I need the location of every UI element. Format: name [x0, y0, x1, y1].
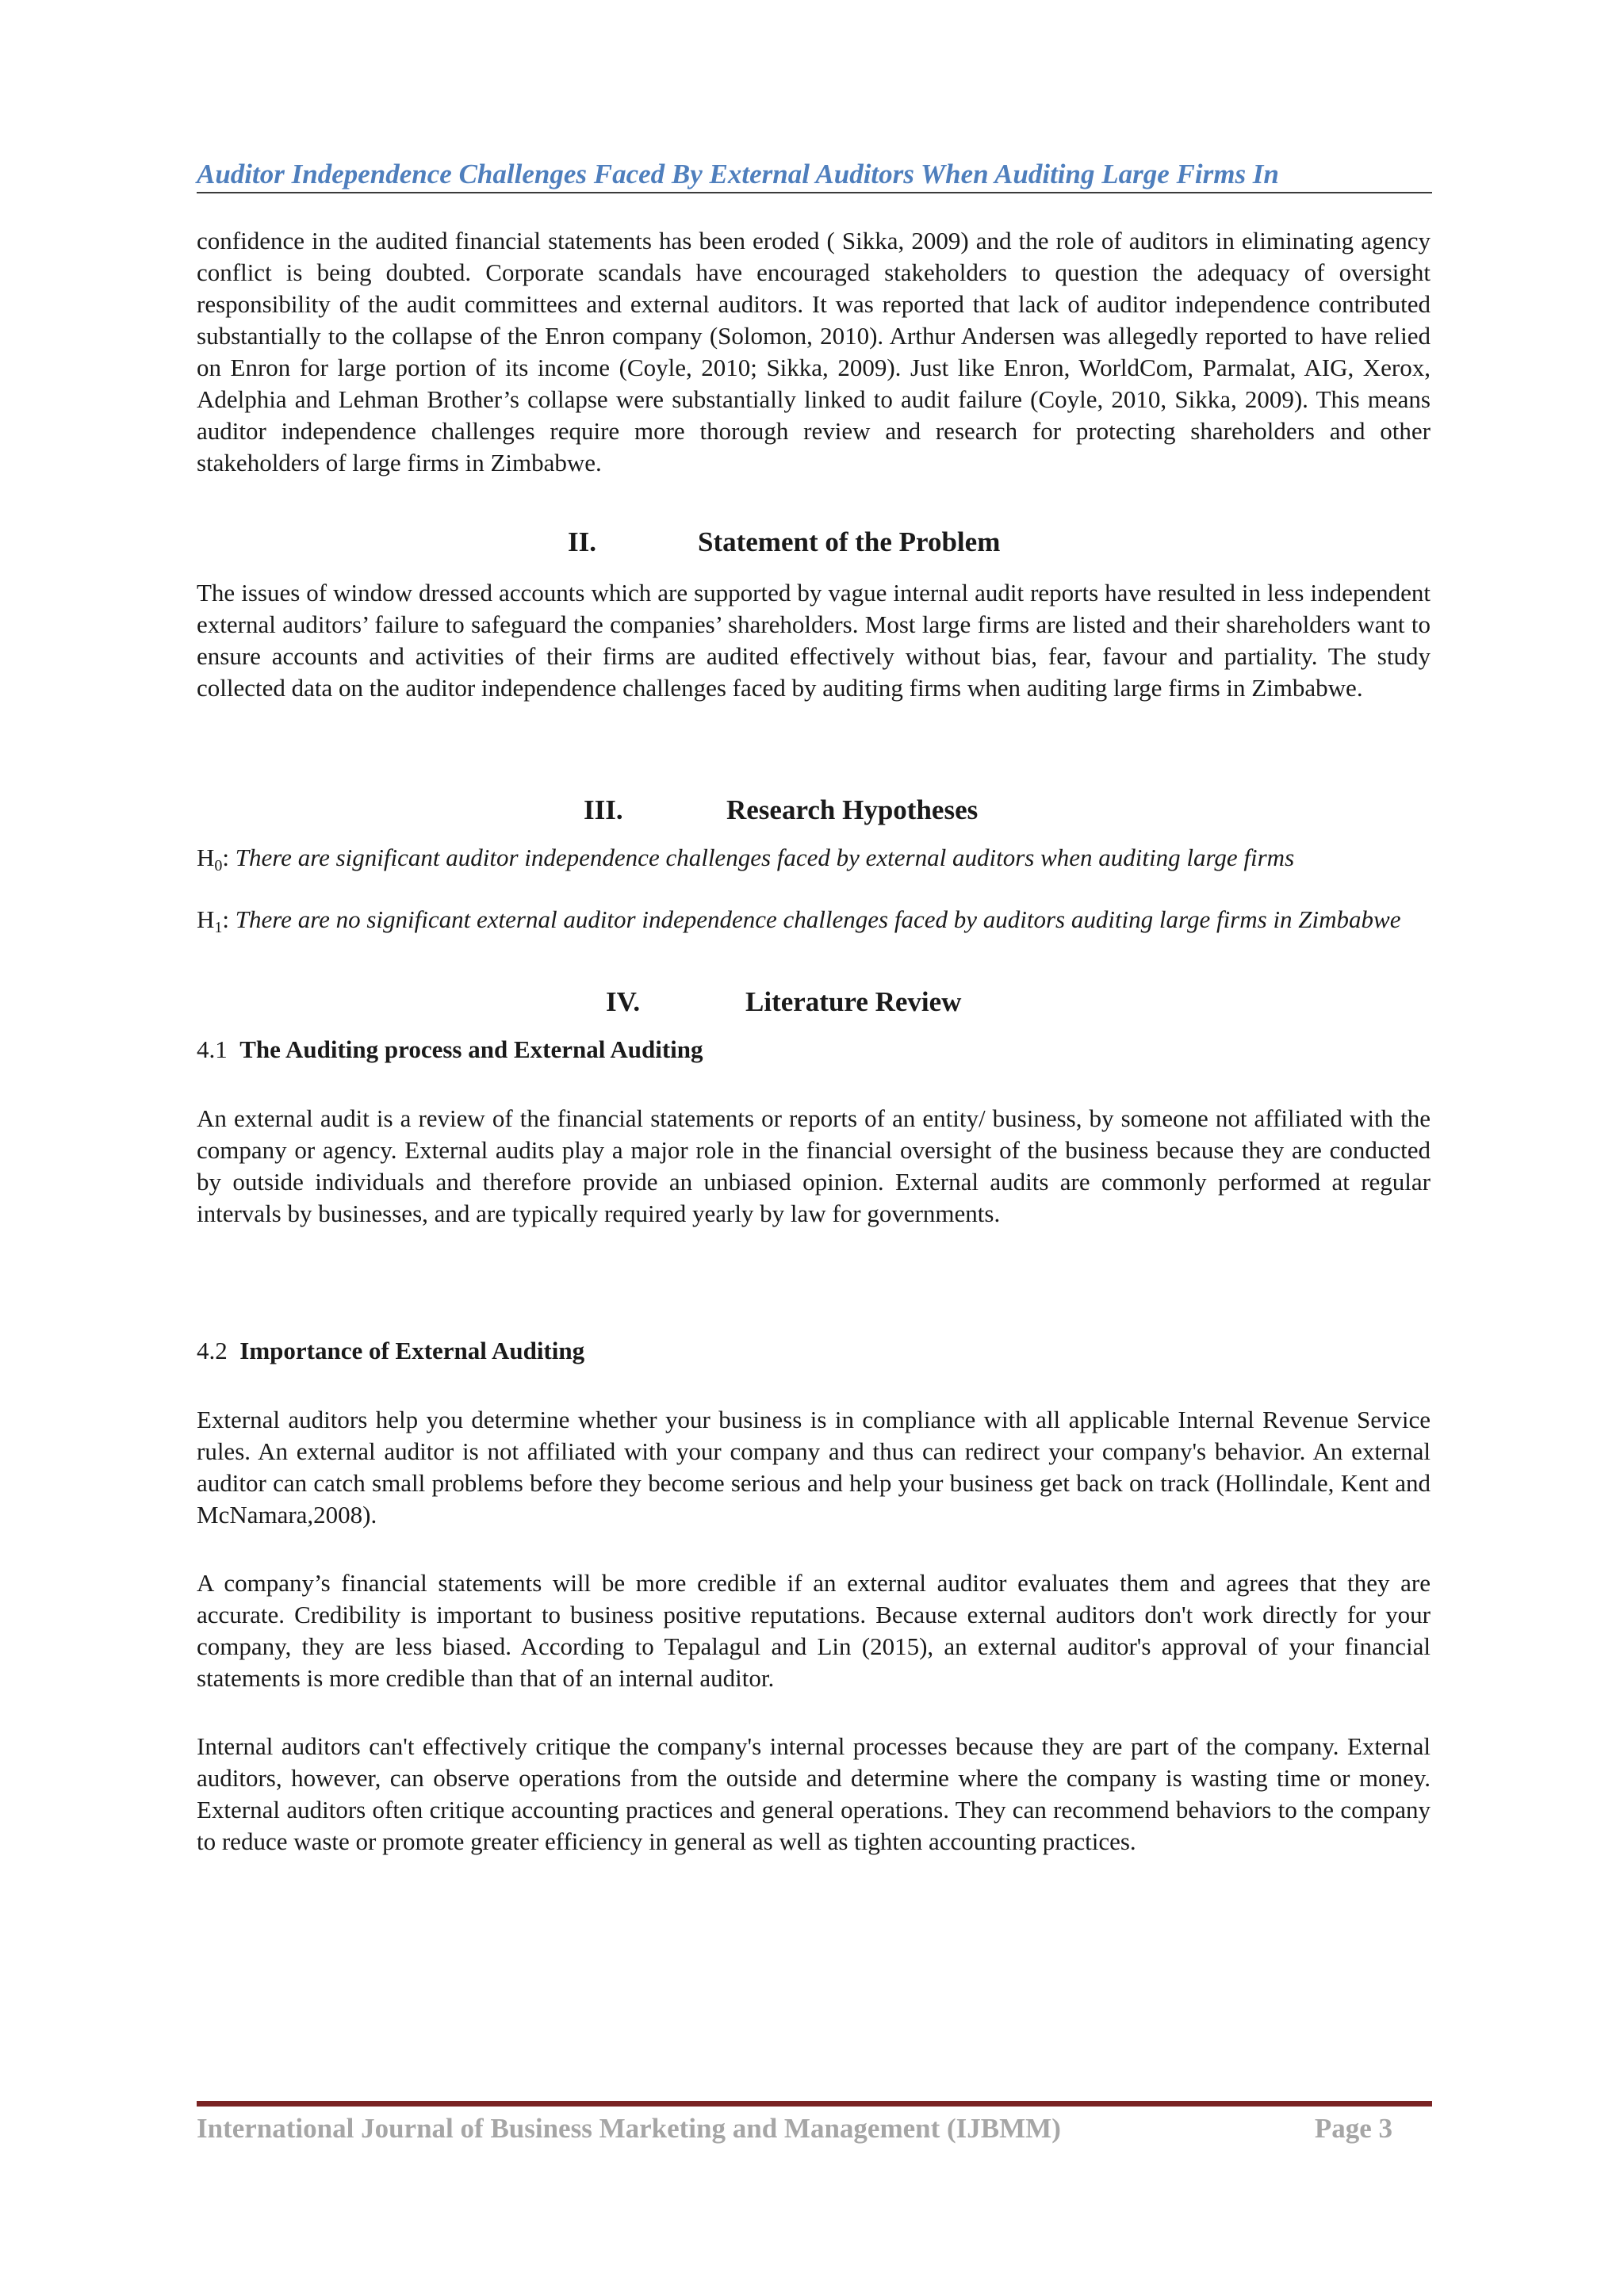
page-number: Page 3 [1314, 2113, 1392, 2144]
section-number: IV. [606, 986, 641, 1017]
section-heading-problem [197, 525, 1431, 560]
section-heading-literature [197, 985, 1431, 1020]
importance-paragraph-2: A company’s financial statements will be more credible if an external auditor evaluates them and agrees that they are accurate. Credibility is important to business positive reputations. Because external auditors don't work directly for your company, they are less biased. According to Tepalagul and Lin (2015), an external auditor's approval of your financial statements is more credible than that of an internal auditor. [197, 1569, 1431, 1692]
h1-separator: : [222, 905, 236, 933]
subsection-title: Importance of External Auditing [239, 1337, 585, 1364]
h1-text: There are no significant external auditor independence challenges faced by auditors auditing large firms in Zimbabwe [235, 905, 1401, 933]
subsection-heading-4-2 [197, 1335, 1431, 1367]
journal-name: International Journal of Business Marketing and Management (IJBMM) [197, 2113, 1061, 2144]
section-title: Research Hypotheses [726, 794, 979, 825]
hypothesis-h1 [197, 904, 1431, 936]
footer-rule [197, 2101, 1432, 2107]
page-body [197, 225, 1431, 1858]
problem-paragraph: The issues of window dressed accounts which are supported by vague internal audit reports have resulted in less independent external auditors’ failure to safeguard the companies’ shareholders. Most large firms are listed and their shareholders want to ensure accounts and activities of their firms are audited effectively without bias, fear, favour and partiality. The study collected data on the auditor independence challenges faced by auditing firms when auditing large firms in Zimbabwe. [197, 579, 1431, 702]
h1-subscript: 1 [214, 919, 223, 936]
section-title: Literature Review [745, 986, 962, 1017]
subsection-heading-4-1 [197, 1034, 1431, 1066]
intro-paragraph: confidence in the audited financial statements has been eroded ( Sikka, 2009) and the role of auditors in eliminating agency conflict is being doubted. Corporate scandals have encouraged stakeholders to question the adequacy of oversight responsibility of the audit committees and external auditors. It was reported that lack of auditor independence contributed substantially to the collapse of the Enron company (Solomon, 2010). Arthur Andersen was allegedly reported to have relied on Enron for large portion of its income (Coyle, 2010; Sikka, 2009). Just like Enron, WorldCom, Parmalat, AIG, Xerox, Adelphia and Lehman Brother’s collapse were substantially linked to audit failure (Coyle, 2010, Sikka, 2009). This means auditor independence challenges require more thorough review and research for protecting shareholders and other stakeholders of large firms in Zimbabwe. [197, 227, 1431, 476]
importance-paragraph-3: Internal auditors can't effectively critique the company's internal processes because they are part of the company. External auditors, however, can observe operations from the outside and determine where the company is wasting time or money. External auditors often critique accounting practices and general operations. They can recommend behaviors to the company to reduce waste or promote greater efficiency in general as well as tighten accounting practices. [197, 1732, 1431, 1855]
external-audit-paragraph: An external audit is a review of the financial statements or reports of an entity/ business, by someone not affiliated with the company or agency. External audits play a major role in the financial oversight of the business because they are conducted by outside individuals and therefore provide an unbiased opinion. External audits are commonly performed at regular intervals by businesses, and are typically required yearly by law for governments. [197, 1104, 1431, 1227]
h1-label: H [197, 905, 215, 933]
section-number: II. [568, 526, 596, 557]
h0-separator: : [222, 844, 236, 871]
h0-text: There are significant auditor independence challenges faced by external auditors when auditing large firms [235, 844, 1295, 871]
hypothesis-h0 [197, 842, 1431, 874]
subsection-number: 4.1 [197, 1035, 228, 1063]
h0-label: H [197, 844, 215, 871]
header-rule [197, 192, 1432, 193]
h0-subscript: 0 [214, 857, 223, 874]
section-number: III. [584, 794, 623, 825]
section-title: Statement of the Problem [698, 526, 1001, 557]
section-heading-hypotheses [197, 793, 1431, 828]
importance-paragraph-1: External auditors help you determine whether your business is in compliance with all applicable Internal Revenue Service rules. An external auditor is not affiliated with your company and thus can redirect your company's behavior. An external auditor can catch small problems before they become serious and help your business get back on track (Hollindale, Kent and McNamara,2008). [197, 1406, 1431, 1529]
subsection-number: 4.2 [197, 1337, 228, 1364]
subsection-title: The Auditing process and External Auditing [239, 1035, 703, 1063]
running-head: Auditor Independence Challenges Faced By External Auditors When Auditing Large Firms In [197, 159, 1279, 189]
